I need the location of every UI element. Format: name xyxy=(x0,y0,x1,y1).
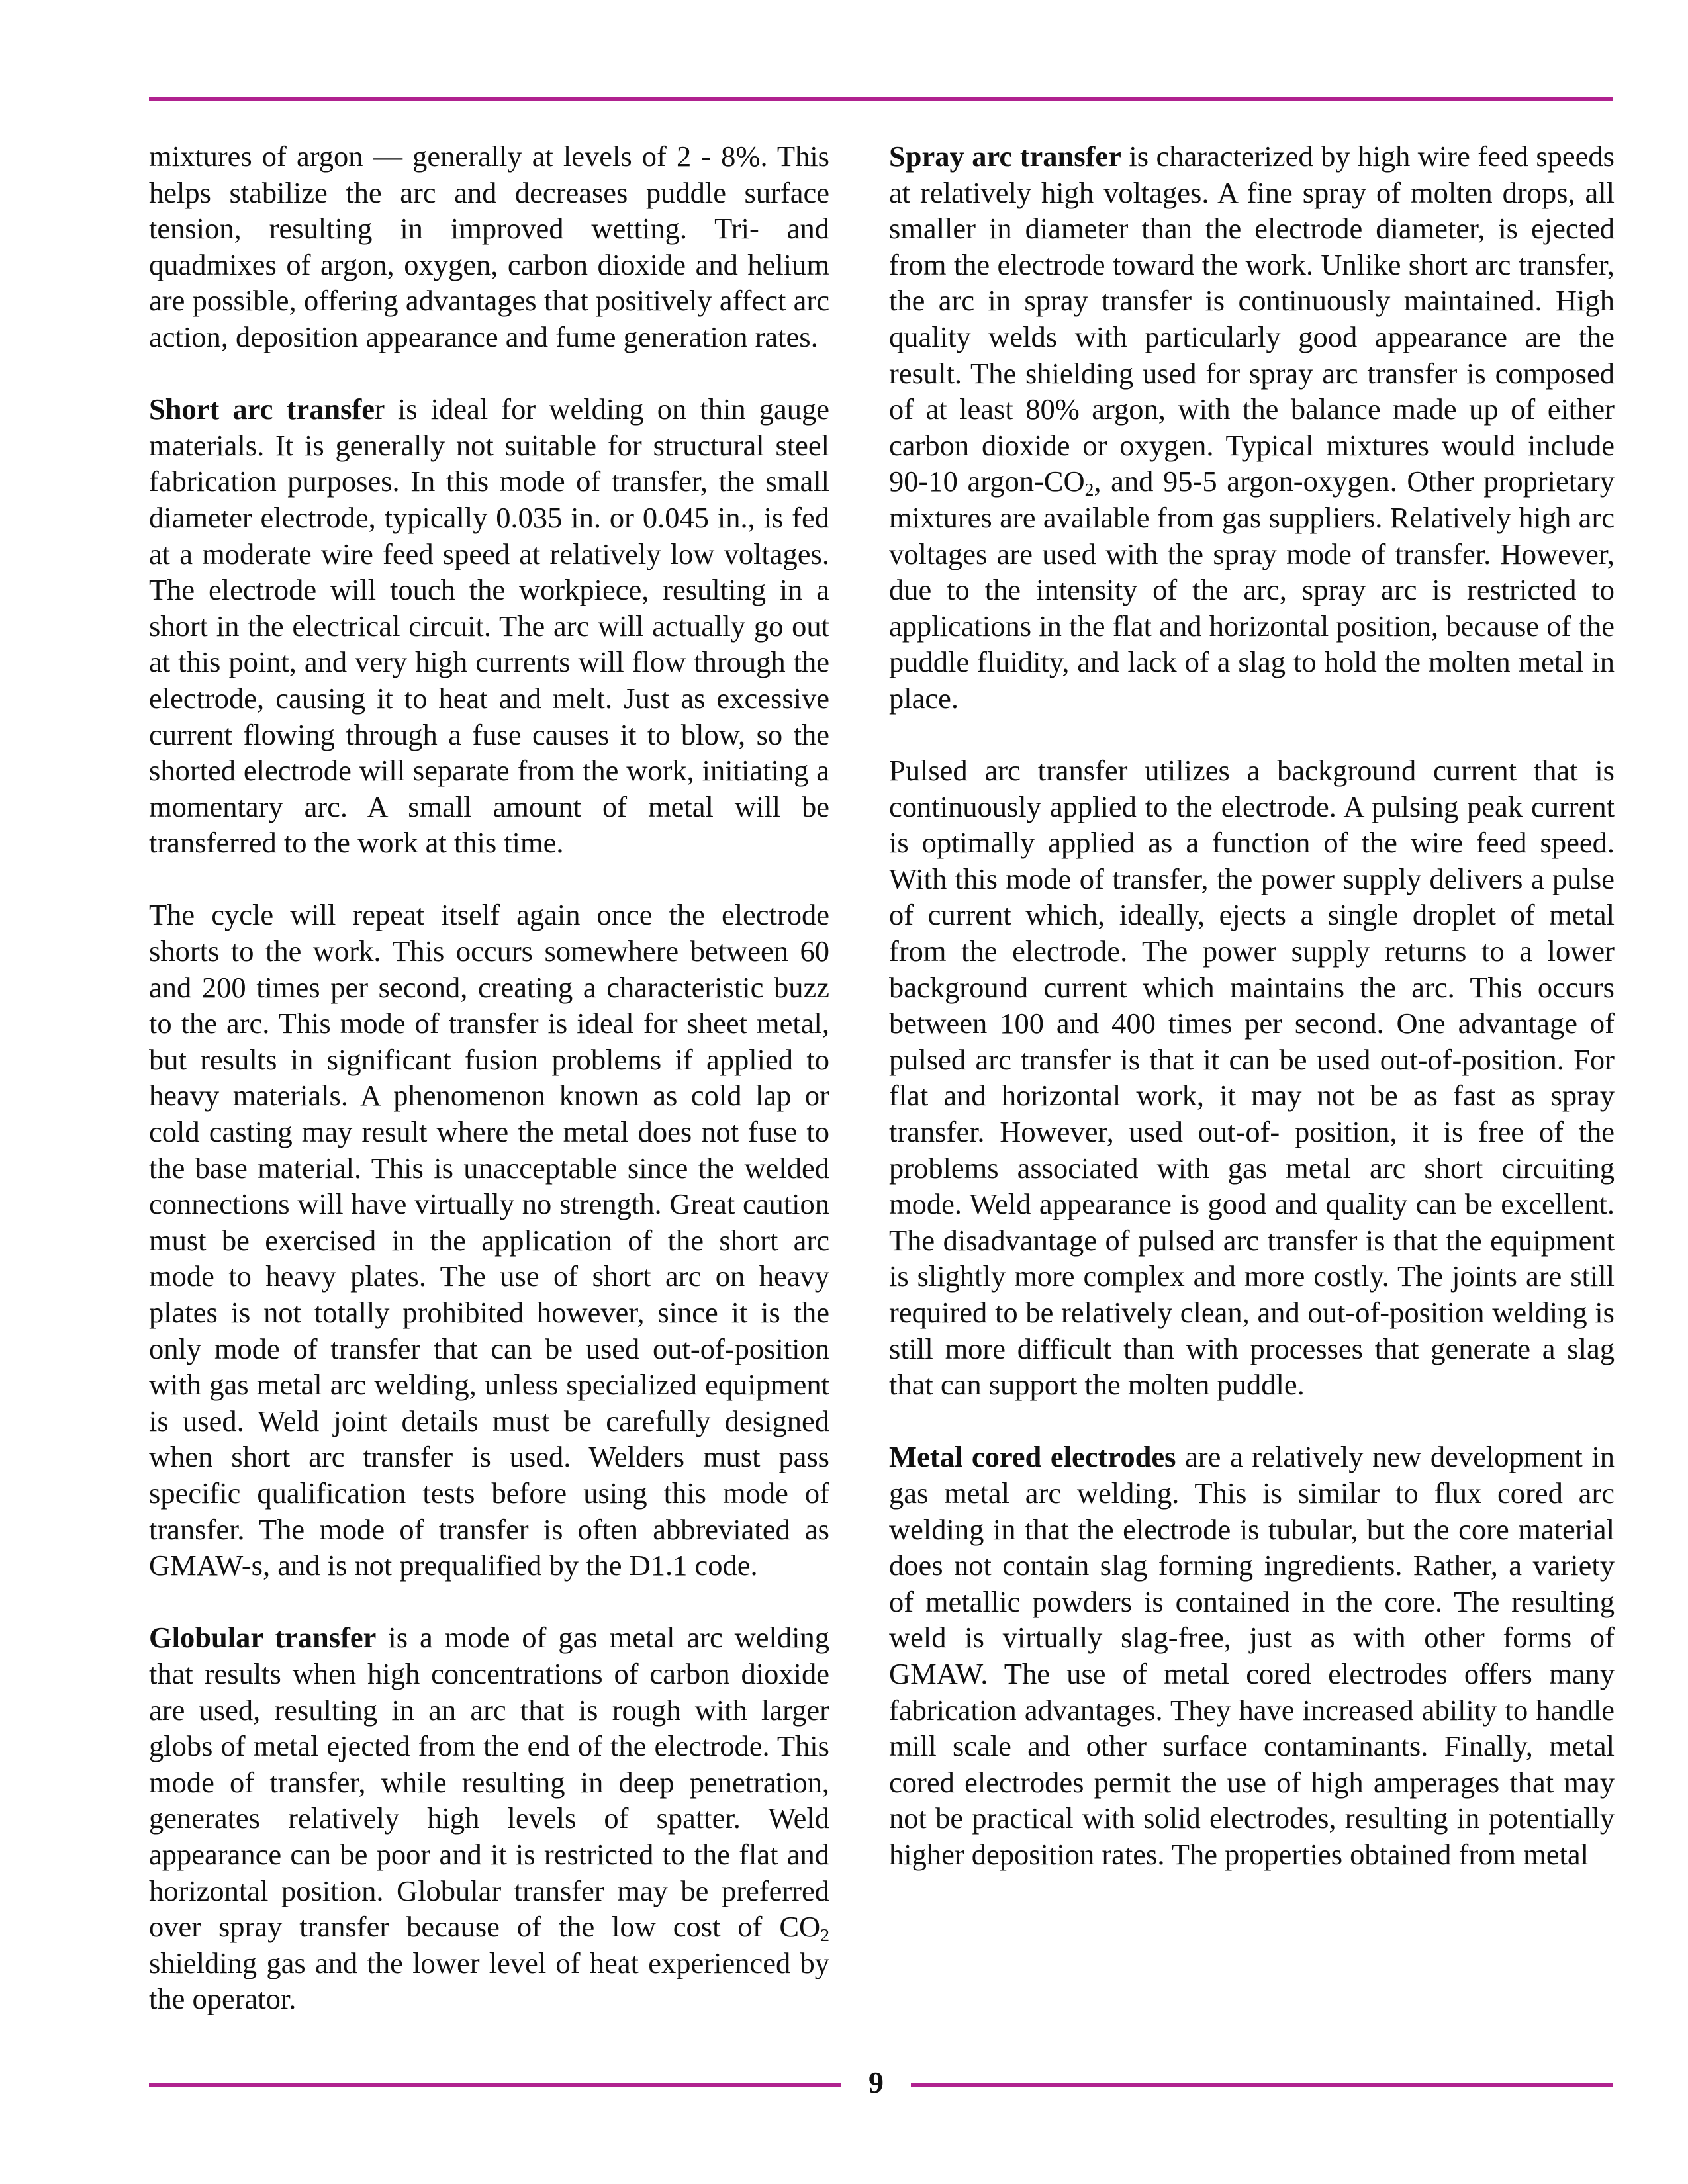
paragraph-short-arc-cycle xyxy=(149,897,829,1583)
paragraph-text: are a relatively new development in gas metal arc welding. This is similar to flux cored arc welding in that the electrode is tubular, but the core material does not contain slag forming ingredients. Rather, a variety of metallic powders is contained in the core. The resulting weld is virtually slag-free, just as with other forms of GMAW. The use of metal cored electrodes offers many fabrication advantages. They have increased ability to handle mill scale and other surface contaminants. Finally, metal cored electrodes permit the use of high amperages that may not be practical with solid electrodes, resulting in potentially higher deposition rates. The properties obtained from metal xyxy=(889,1440,1615,1871)
paragraph-text: Pulsed arc transfer utilizes a background current that is continuously applied to the electrode. A pulsing peak current is optimally applied as a function of the wire feed speed. With this mode of transfer, the power supply delivers a pulse of current which, ideally, ejects a single droplet of metal from the electrode. The power supply returns to a lower background current which maintains the arc. This occurs between 100 and 400 times per second. One advantage of pulsed arc transfer is that it can be used out-of-position. For flat and horizontal work, it may not be as fast as spray transfer. However, used out-of- position, it is free of the problems associated with gas metal arc short circuiting mode. Weld appearance is good and quality can be excellent. The disadvantage of pulsed arc transfer is that the equipment is slightly more complex and more costly. The joints are still required to be relatively clean, and out-of-position welding is still more difficult than with processes that generate a slag that can support the molten puddle. xyxy=(889,754,1615,1402)
footer-rule-right xyxy=(911,2083,1613,2087)
heading-spray-arc-transfer: Spray arc transfer xyxy=(889,140,1121,173)
paragraph-pulsed-arc-transfer xyxy=(889,752,1615,1403)
paragraph-text: , and 95-5 argon-oxygen. Other proprietary mixtures are available from gas suppliers. Relatively high arc voltages are used with the spray mode of transfer. However, due to the intensity of the arc, spray arc is restricted to applications in the flat and horizontal position, because of the puddle fluidity, and lack of a slag to hold the molten metal in place. xyxy=(889,465,1615,715)
paragraph-text: r is ideal for welding on thin gauge materials. It is generally not suitable for structural steel fabrication purposes. In this mode of transfer, the small diameter electrode, typically 0.035 in. or 0.045 in., is fed at a moderate wire feed speed at relatively low voltages. The electrode will touch the workpiece, resulting in a short in the electrical circuit. The arc will actually go out at this point, and very high currents will flow through the electrode, causing it to heat and melt. Just as excessive current flowing through a fuse causes it to blow, so the shorted electrode will separate from the work, initiating a momentary arc. A small amount of metal will be transferred to the work at this time. xyxy=(149,392,829,860)
heading-globular-transfer: Globular transfer xyxy=(149,1621,377,1655)
paragraph-short-arc-transfer xyxy=(149,391,829,861)
paragraph-text: is a mode of gas metal arc welding that results when high concentrations of carbon dioxide are used, resulting in an arc that is rough with larger globs of metal ejected from the end of the electrode. This mode of transfer, while resulting in deep penetration, generates relatively high levels of spatter. Weld appearance can be poor and it is restricted to the flat and horizontal position. Globular transfer may be preferred over spray transfer because of the low cost of CO xyxy=(149,1621,829,1944)
paragraph-shielding-mixtures xyxy=(149,138,829,355)
paragraph-metal-cored-electrodes xyxy=(889,1439,1615,1872)
page-number: 9 xyxy=(868,2066,884,2099)
paragraph-spray-arc-transfer xyxy=(889,138,1615,717)
paragraph-globular-transfer xyxy=(149,1619,829,2017)
footer-rule-left xyxy=(149,2083,841,2087)
paragraph-text: mixtures of argon — generally at levels of 2 - 8%. This helps stabilize the arc and decreases puddle surface tension, resulting in improved wetting. Tri- and quadmixes of argon, oxygen, carbon dioxide and helium are possible, offering advantages that positively affect arc action, deposition appearance and fume generation rates. xyxy=(149,140,829,353)
paragraph-text: is characterized by high wire feed speeds at relatively high voltages. A fine spray of molten drops, all smaller in diameter than the electrode diameter, is ejected from the electrode toward the work. Unlike short arc transfer, the arc in spray transfer is continuously maintained. High quality welds with particularly good appearance are the result. The shielding used for spray arc transfer is composed of at least 80% argon, with the balance made up of either carbon dioxide or oxygen. Typical mixtures would include 90-10 argon-CO xyxy=(889,140,1615,498)
subscript: 2 xyxy=(1084,479,1094,500)
header-rule xyxy=(149,97,1613,101)
paragraph-text: The cycle will repeat itself again once the electrode shorts to the work. This occurs somewhere between 60 and 200 times per second, creating a characteristic buzz to the arc. This mode of transfer is ideal for sheet metal, but results in significant fusion problems if applied to heavy materials. A phenomenon known as cold lap or cold casting may result where the metal does not fuse to the base material. This is unacceptable since the welded connections will have virtually no strength. Great caution must be exercised in the application of the short arc mode to heavy plates. The use of short arc on heavy plates is not totally prohibited however, since it is the only mode of transfer that can be used out-of-position with gas metal arc welding, unless specialized equipment is used. Weld joint details must be carefully designed when short arc transfer is used. Welders must pass specific qualification tests before using this mode of transfer. The mode of transfer is often abbreviated as GMAW-s, and is not prequalified by the D1.1 code. xyxy=(149,898,829,1582)
subscript: 2 xyxy=(820,1924,829,1945)
heading-metal-cored-electrodes: Metal cored electrodes xyxy=(889,1440,1176,1474)
left-column xyxy=(149,138,829,2017)
heading-short-arc-transfer: Short arc transfe xyxy=(149,392,375,426)
paragraph-text: shielding gas and the lower level of heat experienced by the operator. xyxy=(149,1946,829,2016)
right-column xyxy=(889,138,1615,1873)
